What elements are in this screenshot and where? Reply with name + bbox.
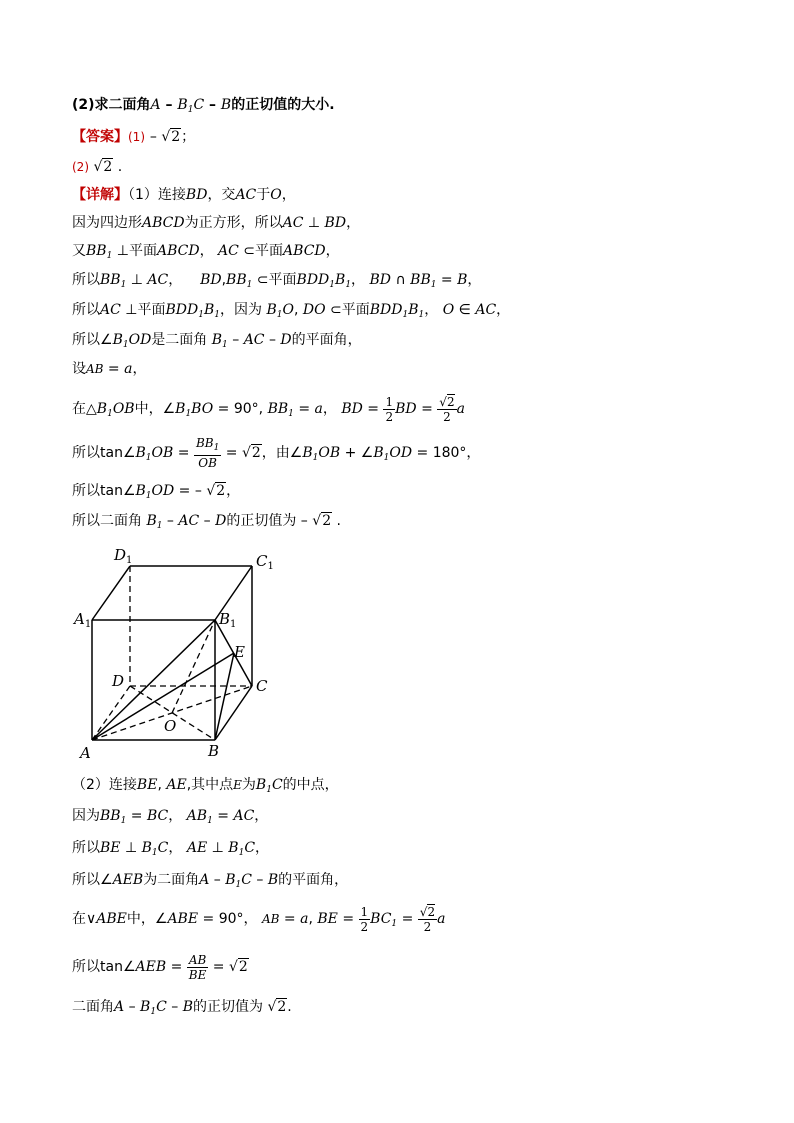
solution-line-1: 【详解】（1）连接BD，交AC于O， bbox=[72, 187, 296, 203]
solution-line-8: 在$\triangle B_1OB$中，$\angle B_1BO = 90^\circ$, $BB_1 = a$， BD = $\frac{1}{2}$ BD = $\frac{√2}{2}$ a bbox=[72, 394, 465, 424]
text-so-3: 所以 bbox=[72, 332, 100, 348]
text-so-5: 所以 bbox=[72, 483, 100, 499]
text-in-triangle: 在 bbox=[72, 401, 86, 417]
text-in-2: 在 bbox=[72, 911, 86, 927]
solution2-line-2: 因为$BB_1$ = BC， $AB_1$ = AC， bbox=[72, 808, 269, 826]
solution-line-5: 所以AC ⊥平面$BDD_1B_1$，因为 $B_1O$, DO ⊂平面$BDD_1B_1$， O ∈ AC， bbox=[72, 302, 511, 320]
text-intersect: ，交 bbox=[207, 187, 236, 203]
text-at: 于 bbox=[256, 187, 271, 203]
solution-line-7: 设AB = a， bbox=[72, 361, 147, 377]
text-connect: （1）连接 bbox=[128, 187, 186, 203]
text-so: 所以 bbox=[72, 272, 100, 288]
label-C: C bbox=[256, 677, 268, 695]
label-D1: $D_1$ bbox=[114, 546, 133, 566]
text-is-square: 为正方形，所以 bbox=[184, 215, 283, 231]
text-midpoint-end: 的中点， bbox=[282, 777, 339, 793]
text-plane-3: 平面 bbox=[268, 272, 297, 288]
text-tangent-value: 的正切值为 bbox=[226, 513, 297, 529]
text-plane-5: 平面 bbox=[341, 302, 370, 318]
text-so-9: 所以 bbox=[72, 959, 100, 975]
text-dihedral-2: 二面角 bbox=[72, 999, 114, 1015]
edge-A1-D1 bbox=[92, 566, 130, 620]
text-dihedral: 二面角 bbox=[100, 513, 142, 529]
answer-line-1: 【答案】(1) – √2； bbox=[72, 129, 196, 145]
edge-A-B1 bbox=[92, 620, 215, 740]
text-from: ，由 bbox=[261, 445, 290, 461]
text-also: 又 bbox=[72, 243, 86, 259]
text-plane-angle-2: 的平面角， bbox=[278, 872, 349, 888]
label-D: D bbox=[112, 672, 125, 690]
text-let: 设 bbox=[72, 361, 86, 377]
text-midpoint: ,其中点 bbox=[186, 777, 234, 793]
solution-label: 【详解】 bbox=[72, 187, 128, 203]
question-line: (2)求二面角A – $B_1C$ – B的正切值的大小. bbox=[72, 97, 335, 115]
solution2-line-1: （2）连接BE, AE,其中点E为$B_1C$的中点， bbox=[72, 777, 339, 795]
text-so-7: 所以 bbox=[72, 840, 100, 856]
text-connect-2: （2）连接 bbox=[72, 777, 137, 793]
cube-figure bbox=[68, 544, 288, 766]
label-A: A bbox=[80, 744, 91, 762]
label-B1: $B_1$ bbox=[219, 610, 237, 630]
label-E: E bbox=[234, 643, 245, 661]
text-is-dihedral-2: 为二面角 bbox=[143, 872, 200, 888]
label-A1: $A_1$ bbox=[74, 610, 92, 630]
answer-label: 【答案】 bbox=[72, 129, 128, 145]
text-plane: 平面 bbox=[128, 243, 157, 259]
solution-line-2: 因为四边形ABCD为正方形，所以AC ⊥ BD， bbox=[72, 215, 361, 231]
label-C1: $C_1$ bbox=[256, 552, 274, 572]
text-so-8: 所以 bbox=[72, 872, 100, 888]
question-prefix: (2)求二面角 bbox=[72, 97, 151, 113]
solution-line-4: 所以$BB_1$ ⊥ AC， $BD,BB_1$ ⊂平面$BDD_1B_1$， BD ∩ $BB_1 = B$， bbox=[72, 272, 482, 290]
text-in-3: 中， bbox=[126, 911, 155, 927]
text-so-2: 所以 bbox=[72, 302, 100, 318]
label-B: B bbox=[208, 742, 220, 760]
text-tangent-value-2: 的正切值为 bbox=[192, 999, 263, 1015]
answer-line-2: (2) √2 . bbox=[72, 159, 123, 175]
edge-A-E bbox=[92, 653, 234, 740]
answer-part2: (2) bbox=[72, 160, 89, 174]
text-plane-2: 平面 bbox=[255, 243, 284, 259]
text-in: 中， bbox=[134, 401, 163, 417]
text-is-dihedral: 是二面角 bbox=[151, 332, 208, 348]
question-suffix: 的正切值的大小. bbox=[231, 97, 335, 113]
answer-part1: (1) bbox=[128, 130, 145, 144]
text-plane-angle: 的平面角， bbox=[291, 332, 362, 348]
solution2-line-3: 所以BE ⊥ $B_1C$， AE ⊥ $B_1C$， bbox=[72, 840, 270, 858]
solution-line-11: 所以二面角 $B_1$ – AC – D的正切值为 – √2 . bbox=[72, 513, 342, 531]
solution2-line-6: 所以tan∠AEB = $\frac{AB}{BE}$ = √2 bbox=[72, 952, 248, 982]
text-is: 为 bbox=[241, 777, 256, 793]
label-O: O bbox=[164, 717, 177, 735]
solution-line-6: 所以$\angle B_1OD$是二面角 $B_1$ – AC – D的平面角， bbox=[72, 332, 362, 350]
text-because-square: 因为四边形 bbox=[72, 215, 142, 231]
solution2-line-4: 所以∠AEB为二面角A – $B_1C$ – B的平面角， bbox=[72, 872, 349, 890]
solution-line-9: 所以$\tan\angle B_1OB$ = $\frac{BB_1}{OB}$ = √2，由$\angle B_1OB$ + $\angle B_1OD = 180^\circ$， bbox=[72, 436, 481, 470]
solution2-line-5: 在∨ABE中，∠ABE = 90°， AB = a, BE = $\frac{1}{2}$ $BC_1$ = $\frac{√2}{2}$ a bbox=[72, 904, 446, 934]
text-so-6: 所以 bbox=[72, 513, 100, 529]
solution-line-3: 又$BB_1$ ⊥平面ABCD， AC ⊂平面ABCD， bbox=[72, 243, 340, 261]
solution-line-10: 所以$\tan\angle B_1OD$ = – √2， bbox=[72, 483, 241, 501]
edge-O-B1 bbox=[172, 620, 215, 713]
text-so-4: 所以 bbox=[72, 445, 100, 461]
edge-A-D bbox=[92, 686, 130, 740]
text-plane-4: 平面 bbox=[137, 302, 166, 318]
solution2-line-7: 二面角A – $B_1C$ – B的正切值为 √2. bbox=[72, 999, 292, 1017]
text-because: 因为 bbox=[72, 808, 100, 824]
